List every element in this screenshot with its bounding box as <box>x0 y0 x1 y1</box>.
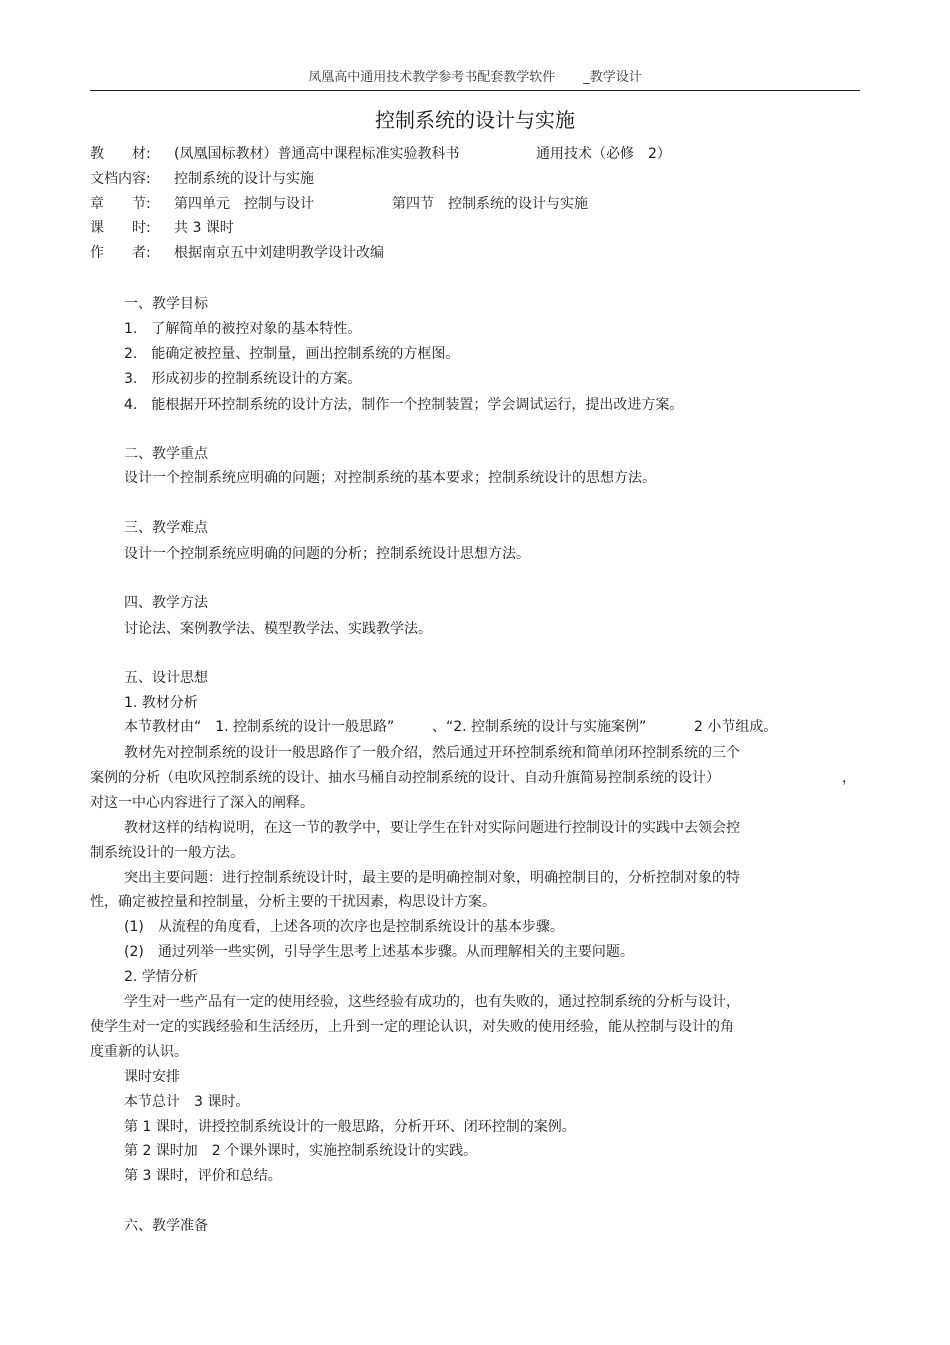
goal-item: 1. 了解简单的被控对象的基本特性。 <box>124 321 362 337</box>
meta-content-val: 控制系统的设计与实施 <box>174 171 314 187</box>
design-p7-l2: 使学生对一定的实践经验和生活经历，上升到一定的理论认识，对失败的使用经验，能从控制与设计的角 <box>90 1019 734 1035</box>
schedule-lesson-3: 第 3 课时，评价和总结。 <box>124 1168 282 1184</box>
document-title: 控制系统的设计与实施 <box>375 108 575 132</box>
meta-textbook-subject: 通用技术（必修 2） <box>536 146 671 162</box>
meta-content-key: 文档内容: <box>90 171 151 187</box>
design-p7-l3: 度重新的认识。 <box>90 1044 188 1060</box>
section-difficulties-text: 设计一个控制系统应明确的问题的分析；控制系统设计思想方法。 <box>124 546 530 562</box>
design-p4-l1: 突出主要问题：进行控制系统设计时，最主要的是明确控制对象，明确控制目的，分析控制对象的特 <box>124 870 740 886</box>
meta-hours-val: 共 3 课时 <box>174 220 234 236</box>
schedule-total: 本节总计 3 课时。 <box>124 1094 250 1110</box>
section-keypoints-text: 设计一个控制系统应明确的问题；对控制系统的基本要求；控制系统设计的思想方法。 <box>124 470 656 486</box>
meta-textbook-key: 教 材: <box>90 146 151 162</box>
header-right: _教学设计 <box>583 70 642 85</box>
meta-chapter-key: 章 节: <box>90 196 151 212</box>
meta-author-key: 作 者: <box>90 245 151 261</box>
meta-hours-key: 课 时: <box>90 220 151 236</box>
meta-chapter-section: 第四节 控制系统的设计与实施 <box>392 196 588 212</box>
design-p1-c: 2 小节组成。 <box>694 719 778 735</box>
section-design-heading: 五、设计思想 <box>124 670 208 686</box>
design-p1-a: 本节教材由“ 1. 控制系统的设计一般思路” <box>124 719 395 735</box>
design-sub-textbook: 1. 教材分析 <box>124 695 198 711</box>
section-methods-text: 讨论法、案例教学法、模型教学法、实践教学法。 <box>124 621 432 637</box>
section-difficulties-heading: 三、教学难点 <box>124 520 208 536</box>
design-p1-b: 、“2. 控制系统的设计与实施案例” <box>432 719 647 735</box>
design-p2-comma: ， <box>842 770 856 786</box>
design-p2-l3: 对这一中心内容进行了深入的阐释。 <box>90 795 314 811</box>
design-p3-l2: 制系统设计的一般方法。 <box>90 845 244 861</box>
schedule-lesson-2: 第 2 课时加 2 个课外课时，实施控制系统设计的实践。 <box>124 1143 478 1159</box>
section-goals-heading: 一、教学目标 <box>124 296 208 312</box>
design-p2-l1: 教材先对控制系统的设计一般思路作了一般介绍，然后通过开环控制系统和简单闭环控制系统的三个 <box>124 745 740 761</box>
section-keypoints-heading: 二、教学重点 <box>124 446 208 462</box>
design-sub-learners: 2. 学情分析 <box>124 969 198 985</box>
design-p3-l1: 教材这样的结构说明，在这一节的教学中，要让学生在针对实际问题进行控制设计的实践中去领会控 <box>124 820 740 836</box>
design-p4-l2: 性，确定被控量和控制量，分析主要的干扰因素，构思设计方案。 <box>90 894 496 910</box>
goal-item: 2. 能确定被控量、控制量，画出控制系统的方框图。 <box>124 346 460 362</box>
page-header <box>0 66 950 85</box>
goal-item: 3. 形成初步的控制系统设计的方案。 <box>124 371 362 387</box>
meta-author-val: 根据南京五中刘建明教学设计改编 <box>174 245 384 261</box>
goal-item: 4. 能根据开环控制系统的设计方法，制作一个控制装置；学会调试运行，提出改进方案。 <box>124 397 684 413</box>
design-p2-l2: 案例的分析（电吹风控制系统的设计、抽水马桶自动控制系统的设计、自动升旗简易控制系统的设计） <box>90 770 720 786</box>
design-p6: (2) 通过列举一些实例，引导学生思考上述基本步骤。从而理解相关的主要问题。 <box>124 944 634 960</box>
section-methods-heading: 四、教学方法 <box>124 595 208 611</box>
design-p5: (1) 从流程的角度看，上述各项的次序也是控制系统设计的基本步骤。 <box>124 919 564 935</box>
meta-textbook-val: (凤凰国标教材）普通高中课程标准实验教科书 <box>174 146 460 162</box>
header-rule <box>90 90 860 91</box>
schedule-title: 课时安排 <box>124 1069 180 1085</box>
schedule-lesson-1: 第 1 课时，讲授控制系统设计的一般思路，分析开环、闭环控制的案例。 <box>124 1119 576 1135</box>
header-left: 凤凰高中通用技术教学参考书配套教学软件 <box>308 70 556 85</box>
section-prep-heading: 六、教学准备 <box>124 1218 208 1234</box>
design-p7-l1: 学生对一些产品有一定的使用经验，这些经验有成功的，也有失败的，通过控制系统的分析与设计， <box>124 994 740 1010</box>
meta-chapter-unit: 第四单元 控制与设计 <box>174 196 314 212</box>
